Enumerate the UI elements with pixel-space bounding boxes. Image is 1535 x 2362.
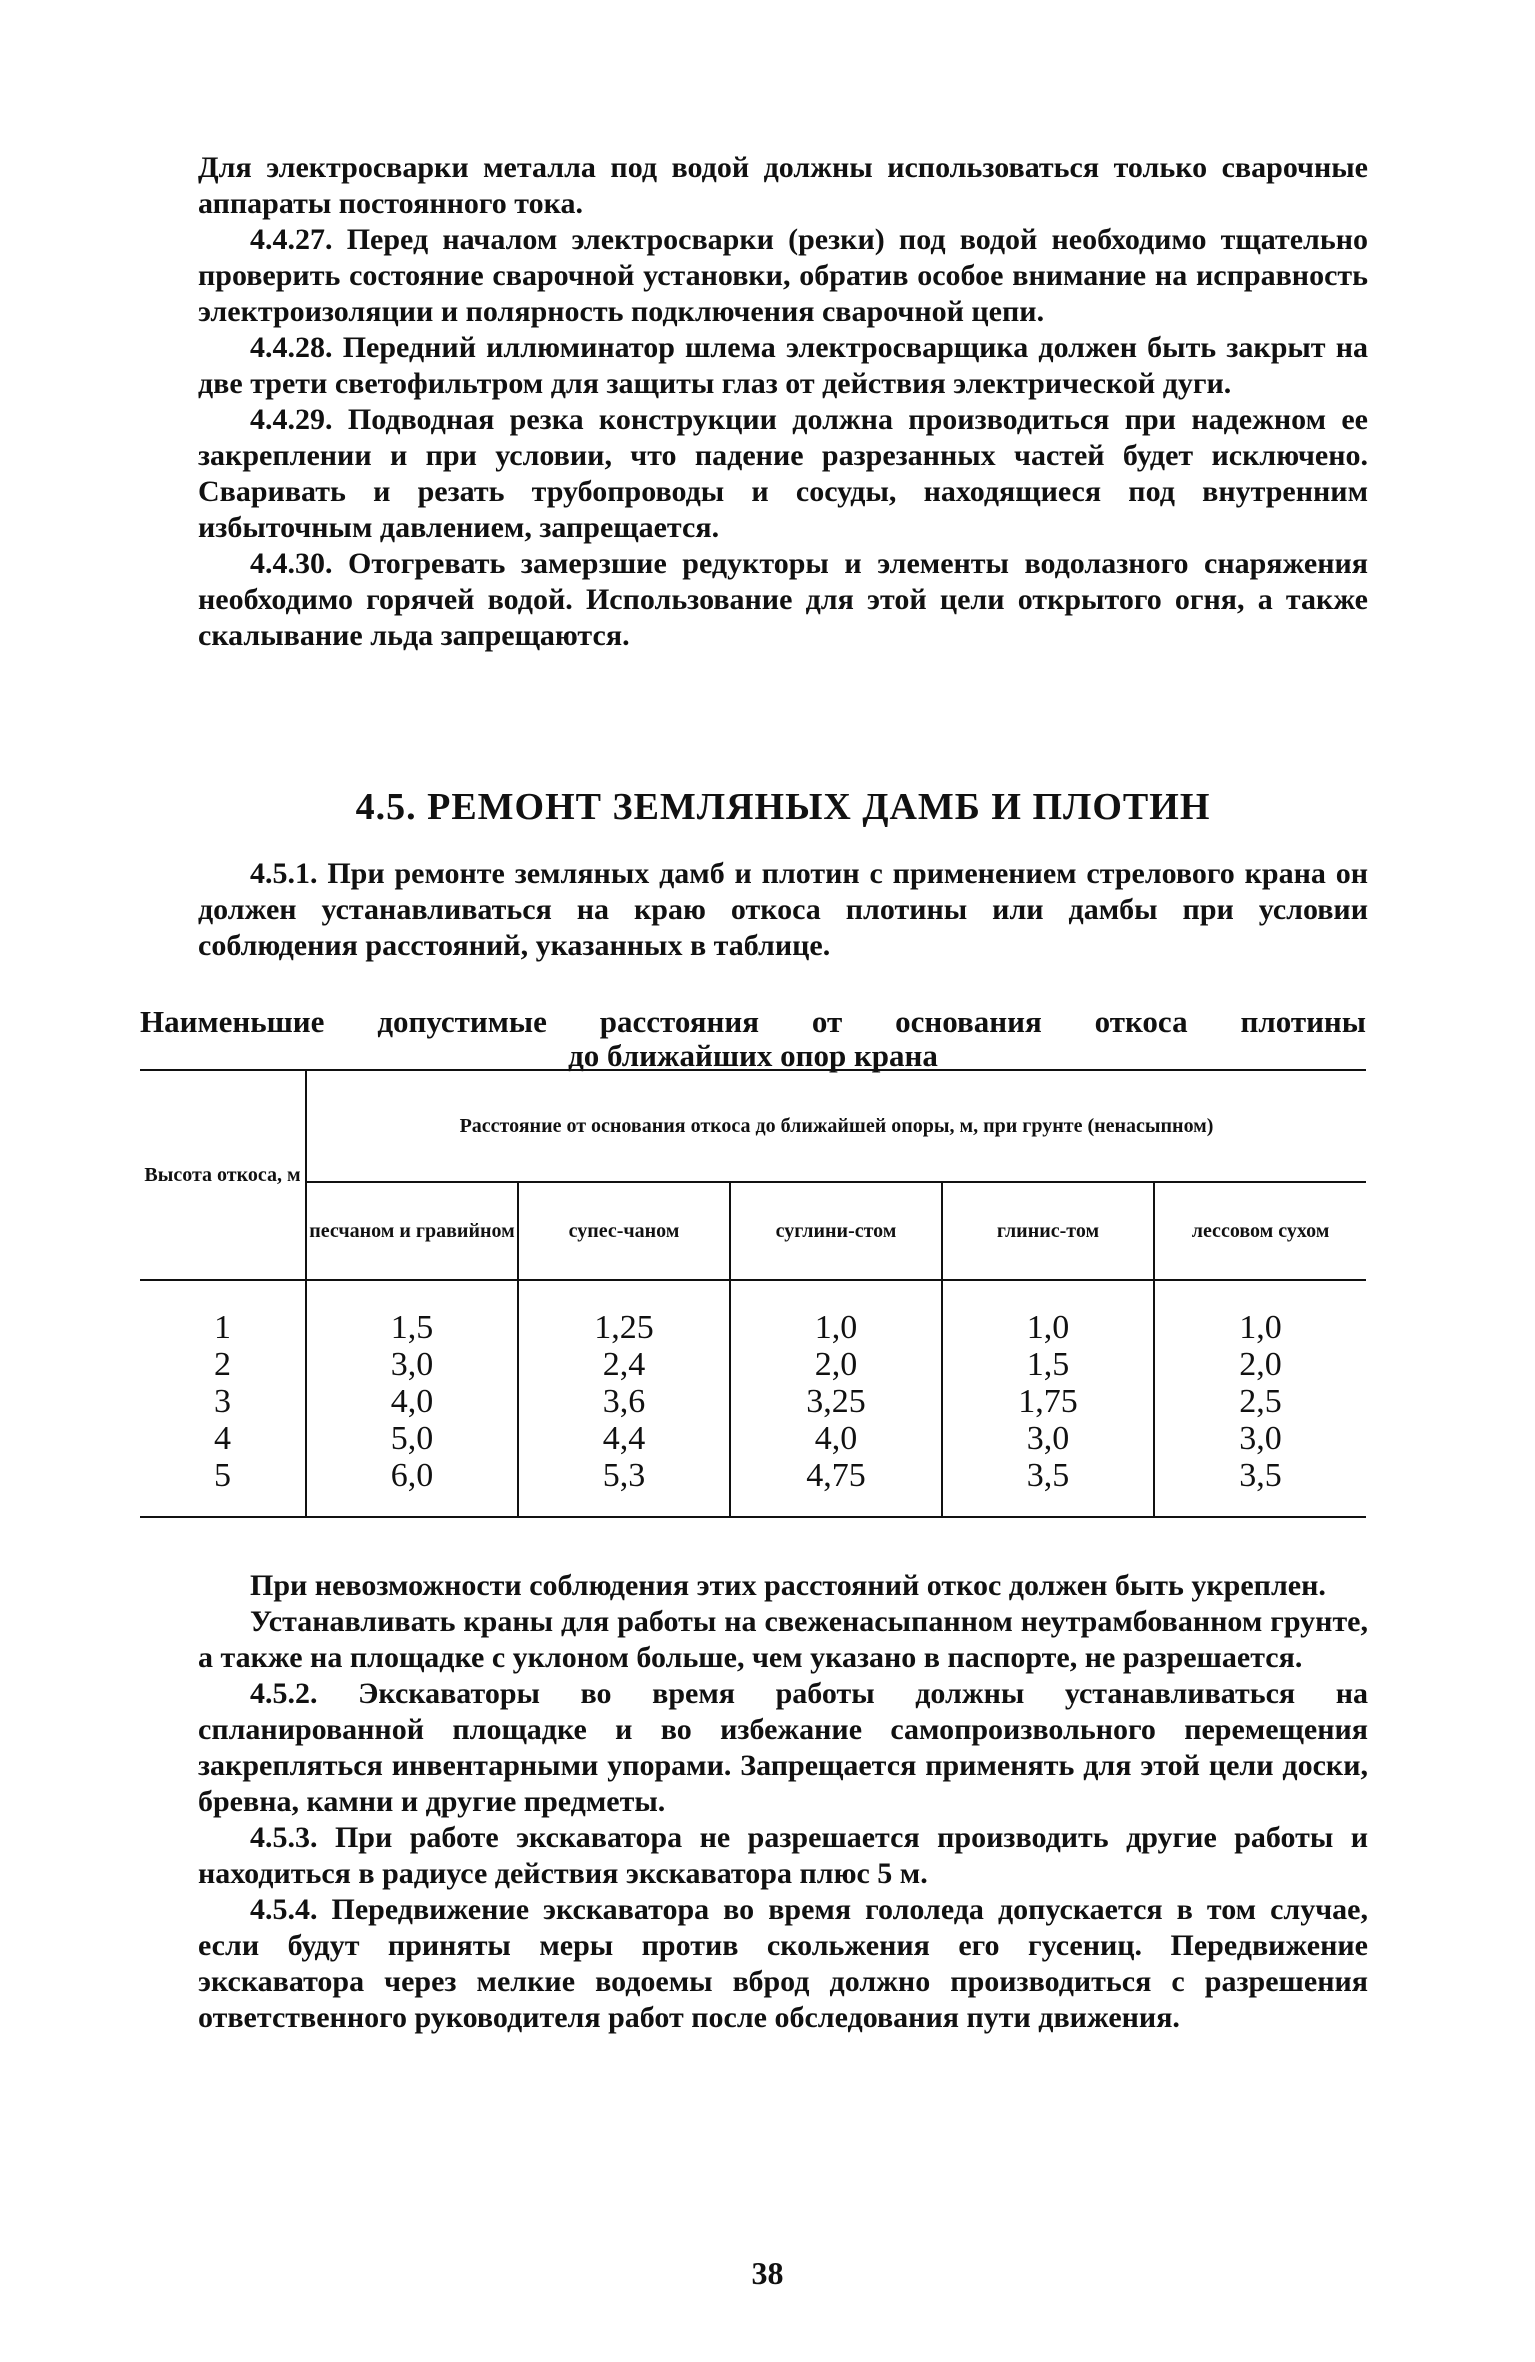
table-cell: 3,0	[390, 1346, 434, 1383]
top-text-block	[198, 150, 1368, 654]
soil-header-clay: глинис-том	[942, 1182, 1154, 1280]
table-cell: 4	[214, 1420, 231, 1457]
table-cell: 2,0	[814, 1346, 858, 1383]
paragraph-text: Перед началом электросварки (резки) под водой необходимо тщательно проверить состояние сварочной установки, обратив особое внимание на исправность электроизоляции и полярность подключения сварочной цепи.	[198, 223, 1368, 328]
page-number: 38	[751, 2255, 784, 2291]
table-cell: 4,4	[602, 1420, 646, 1457]
paragraph-4-4-30	[198, 546, 1368, 654]
section-intro-block	[198, 856, 1368, 964]
table-cell: 3,5	[1239, 1457, 1282, 1494]
table-cell: 1,5	[390, 1309, 434, 1346]
soil-header-loam: суглини-стом	[730, 1182, 942, 1280]
height-column-header: Высота откоса, м	[140, 1070, 306, 1280]
paragraph	[198, 150, 1368, 222]
loess-values	[1154, 1280, 1366, 1517]
paragraph-text: Устанавливать краны для работы на свеженасыпанном неутрамбованном грунте, а также на площадке с уклоном больше, чем указано в паспорте, не разрешается.	[198, 1605, 1368, 1674]
table-cell: 4,75	[806, 1457, 866, 1494]
table-caption	[140, 1005, 1366, 1073]
table-cell: 1,5	[1026, 1346, 1070, 1383]
paragraph-number: 4.5.1.	[250, 857, 318, 890]
table-cell: 4,0	[390, 1383, 434, 1420]
soil-header-row	[140, 1182, 1366, 1280]
paragraph-text: При ремонте земляных дамб и плотин с применением стрелового крана он должен устанавливаться на краю откоса плотины или дамбы при условии соблюдения расстояний, указанных в таблице.	[198, 857, 1369, 962]
soil-header-sand-gravel: песчаном и гравийном	[306, 1182, 518, 1280]
soil-header-loess: лессовом сухом	[1154, 1182, 1366, 1280]
paragraph-number: 4.4.30.	[250, 547, 333, 580]
paragraph-number: 4.5.3.	[250, 1821, 318, 1854]
heights-cell	[140, 1280, 306, 1517]
paragraph-4-5-2	[198, 1676, 1368, 1820]
table-cell: 5,3	[602, 1457, 646, 1494]
table-cell: 6,0	[390, 1457, 434, 1494]
distance-table	[140, 1069, 1366, 1518]
table-cell: 5,0	[390, 1420, 434, 1457]
table-caption-line-1: Наименьшие допустимые расстояния от основания откоса плотины	[140, 1004, 1366, 1039]
table-cell: 3,0	[1026, 1420, 1070, 1457]
table-cell: 3,0	[1239, 1420, 1282, 1457]
table-cell: 4,0	[814, 1420, 858, 1457]
table-cell: 1,75	[1018, 1383, 1078, 1420]
table-header-row	[140, 1070, 1366, 1182]
paragraph-text: Отогревать замерзшие редукторы и элементы водолазного снаряжения необходимо горячей водой. Использование для этой цели открытого огня, а также скалывание льда запрещаются.	[198, 547, 1368, 652]
paragraph-text: Подводная резка конструкции должна производиться при надежном ее закреплении и при условии, что падение разрезанных частей будет исключено. Сваривать и резать трубопроводы и сосуды, находящиеся под внутренним избыточным давлением, запрещается.	[198, 403, 1368, 544]
table-cell: 2,4	[602, 1346, 646, 1383]
paragraph-4-4-28	[198, 330, 1368, 402]
table-cell: 3,6	[602, 1383, 646, 1420]
table-cell: 1,0	[814, 1309, 858, 1346]
table-cell: 2,5	[1239, 1383, 1282, 1420]
table-cell: 1,25	[594, 1309, 654, 1346]
soil-header-sandy-loam: супес-чаном	[518, 1182, 730, 1280]
paragraph-4-5-3	[198, 1820, 1368, 1892]
sandy-loam-values	[518, 1280, 730, 1517]
table-cell: 2	[214, 1346, 231, 1383]
table-cell: 3,5	[1026, 1457, 1070, 1494]
sand-gravel-values	[306, 1280, 518, 1517]
paragraph-number: 4.5.2.	[250, 1677, 318, 1710]
paragraph-text: Для электросварки металла под водой должны использоваться только сварочные аппараты постоянного тока.	[198, 151, 1368, 220]
paragraph	[198, 1604, 1368, 1676]
distance-group-header: Расстояние от основания откоса до ближайшей опоры, м, при грунте (ненасыпном)	[306, 1070, 1366, 1182]
clay-values	[942, 1280, 1154, 1517]
bottom-text-block	[198, 1568, 1368, 2036]
paragraph-number: 4.4.27.	[250, 223, 333, 256]
paragraph-4-5-4	[198, 1892, 1368, 2036]
table-cell: 2,0	[1239, 1346, 1282, 1383]
paragraph	[198, 1568, 1368, 1604]
paragraph-4-4-27	[198, 222, 1368, 330]
paragraph-text: Передний иллюминатор шлема электросварщика должен быть закрыт на две трети светофильтром для защиты глаз от действия электрической дуги.	[198, 331, 1368, 400]
paragraph-text: При работе экскаватора не разрешается производить другие работы и находиться в радиусе действия экскаватора плюс 5 м.	[198, 1821, 1369, 1890]
table-cell: 1,0	[1239, 1309, 1282, 1346]
paragraph-number: 4.5.4.	[250, 1893, 318, 1926]
paragraph-4-5-1	[198, 856, 1368, 964]
loam-values	[730, 1280, 942, 1517]
paragraph-text: При невозможности соблюдения этих расстояний откос должен быть укреплен.	[250, 1569, 1326, 1602]
table-cell: 1	[214, 1309, 231, 1346]
paragraph-text: Передвижение экскаватора во время гололеда допускается в том случае, если будут приняты меры против скольжения его гусениц. Передвижение экскаватора через мелкие водоемы вброд должно производиться с разрешения ответственного руководителя работ после обследования пути движения.	[198, 1893, 1368, 2034]
table-caption-line-2: до ближайших опор крана	[568, 1038, 938, 1073]
table-cell: 3,25	[806, 1383, 866, 1420]
table-cell: 1,0	[1026, 1309, 1070, 1346]
section-title: 4.5. РЕМОНТ ЗЕМЛЯНЫХ ДАМБ И ПЛОТИН	[355, 786, 1211, 828]
table-body-row	[140, 1280, 1366, 1517]
paragraph-4-4-29	[198, 402, 1368, 546]
table-cell: 3	[214, 1383, 231, 1420]
paragraph-text: Экскаваторы во время работы должны устанавливаться на спланированной площадке и во избежание самопроизвольного перемещения закрепляться инвентарными упорами. Запрещается применять для этой цели доски, бревна, камни и другие предметы.	[198, 1677, 1368, 1818]
table-cell: 5	[214, 1457, 231, 1494]
paragraph-number: 4.4.29.	[250, 403, 333, 436]
paragraph-number: 4.4.28.	[250, 331, 333, 364]
